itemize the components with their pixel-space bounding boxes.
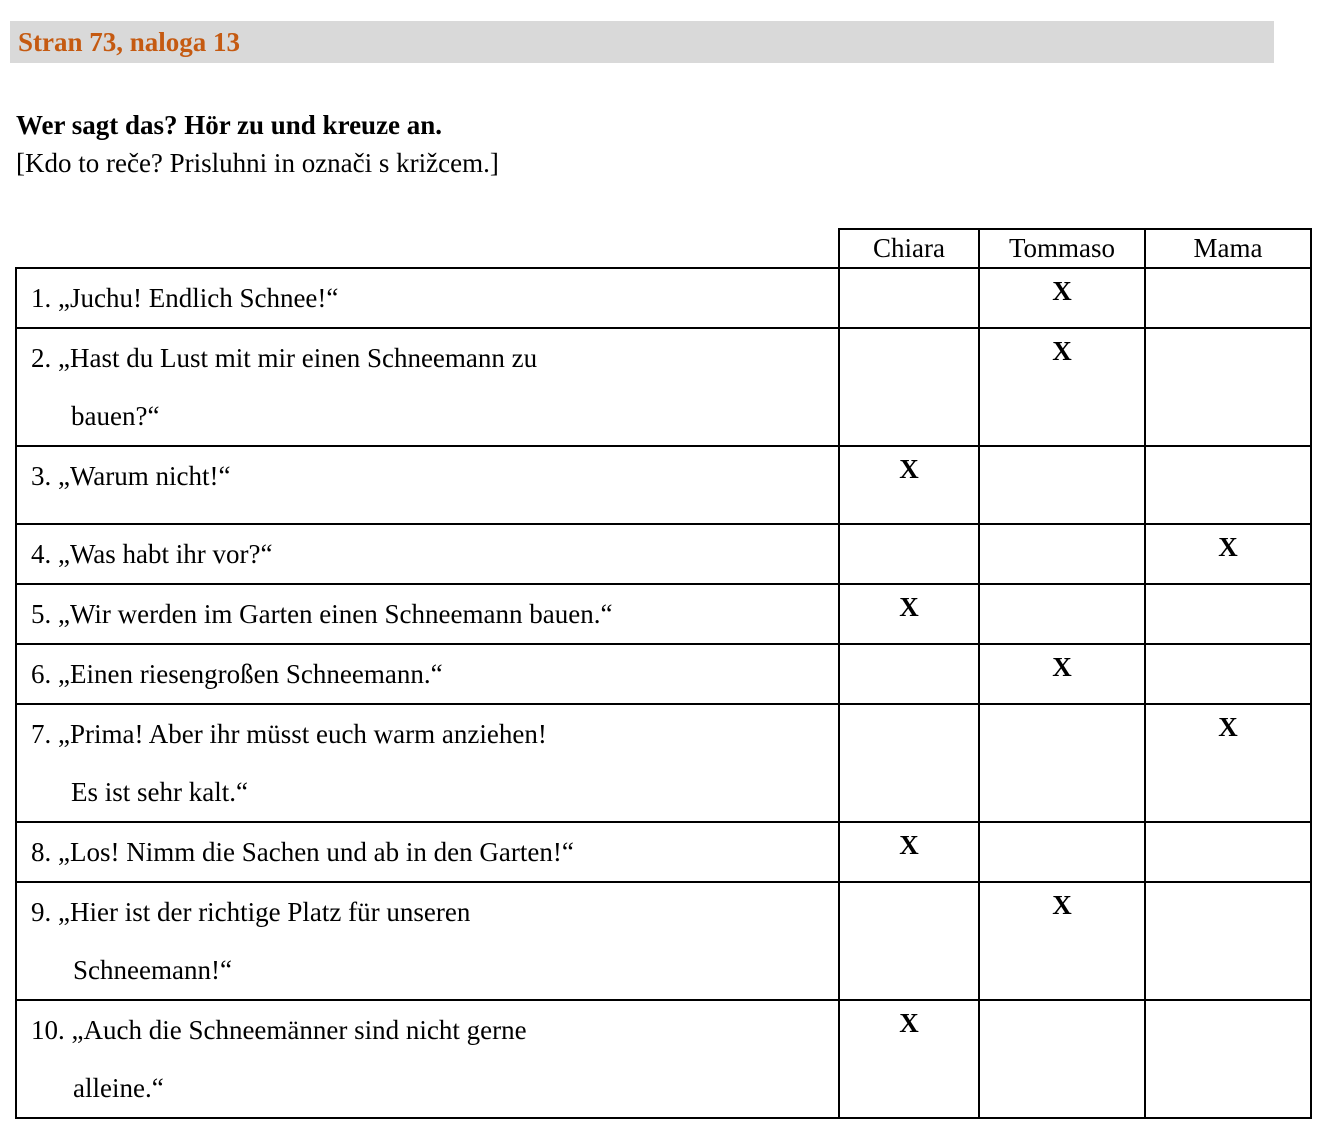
statement-cell — [16, 704, 839, 822]
mark-cell-tommaso: X — [979, 882, 1145, 1000]
mark-cell-tommaso — [979, 1000, 1145, 1118]
mark-cell-chiara: X — [839, 584, 979, 644]
statement-text: 4. „Was habt ihr vor?“ — [31, 539, 273, 569]
mark-cell-chiara: X — [839, 822, 979, 882]
statement-cell — [16, 644, 839, 704]
section-title: Stran 73, naloga 13 — [18, 27, 241, 57]
statement-text-continued: bauen?“ — [71, 401, 160, 431]
table-row — [16, 644, 1311, 704]
mark-cell-mama: X — [1145, 704, 1311, 822]
statement-cell — [16, 882, 839, 1000]
statement-text-continued: alleine.“ — [73, 1073, 164, 1103]
section-header-bar — [10, 21, 1274, 63]
mark-cell-tommaso: X — [979, 328, 1145, 446]
statement-text: 6. „Einen riesengroßen Schneemann.“ — [31, 659, 443, 689]
mark-cell-chiara — [839, 328, 979, 446]
column-header-tommaso: Tommaso — [979, 229, 1145, 268]
statement-cell — [16, 822, 839, 882]
statement-text: 3. „Warum nicht!“ — [31, 461, 231, 491]
statement-text: 7. „Prima! Aber ihr müsst euch warm anziehen! — [31, 719, 547, 749]
table-row — [16, 822, 1311, 882]
mark-cell-tommaso: X — [979, 268, 1145, 328]
statement-text-continued: Es ist sehr kalt.“ — [71, 777, 248, 807]
mark-cell-tommaso — [979, 704, 1145, 822]
statement-cell — [16, 1000, 839, 1118]
statement-text: 1. „Juchu! Endlich Schnee!“ — [31, 283, 339, 313]
statement-cell — [16, 584, 839, 644]
mark-cell-chiara — [839, 882, 979, 1000]
statement-text: 9. „Hier ist der richtige Platz für unseren — [31, 897, 471, 927]
statement-text: 8. „Los! Nimm die Sachen und ab in den Garten!“ — [31, 837, 574, 867]
statement-text-continued: Schneemann!“ — [73, 955, 232, 985]
mark-cell-tommaso — [979, 584, 1145, 644]
mark-cell-mama — [1145, 1000, 1311, 1118]
mark-cell-chiara: X — [839, 1000, 979, 1118]
mark-cell-mama — [1145, 644, 1311, 704]
table-row — [16, 268, 1311, 328]
statement-text: 10. „Auch die Schneemänner sind nicht gerne — [31, 1015, 527, 1045]
mark-cell-mama — [1145, 584, 1311, 644]
table-row — [16, 584, 1311, 644]
table-corner-cell — [16, 229, 839, 268]
mark-cell-chiara — [839, 704, 979, 822]
statement-text: 2. „Hast du Lust mit mir einen Schneemann zu — [31, 343, 538, 373]
table-row — [16, 882, 1311, 1000]
mark-cell-chiara — [839, 644, 979, 704]
column-header-mama: Mama — [1145, 229, 1311, 268]
task-translation: [Kdo to reče? Prisluhni in označi s križcem.] — [16, 148, 499, 178]
mark-cell-chiara: X — [839, 446, 979, 524]
statement-cell — [16, 328, 839, 446]
task-instruction: Wer sagt das? Hör zu und kreuze an. — [16, 110, 443, 140]
mark-cell-mama — [1145, 446, 1311, 524]
mark-cell-mama — [1145, 882, 1311, 1000]
mark-cell-mama — [1145, 822, 1311, 882]
mark-cell-tommaso — [979, 524, 1145, 584]
answer-table — [15, 228, 1312, 1119]
statement-cell — [16, 446, 839, 524]
table-header-row — [16, 229, 1311, 268]
mark-cell-mama — [1145, 328, 1311, 446]
mark-cell-chiara — [839, 268, 979, 328]
mark-cell-chiara — [839, 524, 979, 584]
table-row — [16, 328, 1311, 446]
mark-cell-mama — [1145, 268, 1311, 328]
column-header-chiara: Chiara — [839, 229, 979, 268]
table-row — [16, 704, 1311, 822]
table-row — [16, 524, 1311, 584]
mark-cell-tommaso — [979, 446, 1145, 524]
table-row — [16, 446, 1311, 524]
statement-cell — [16, 524, 839, 584]
statement-cell — [16, 268, 839, 328]
mark-cell-mama: X — [1145, 524, 1311, 584]
mark-cell-tommaso: X — [979, 644, 1145, 704]
statement-text: 5. „Wir werden im Garten einen Schneemann bauen.“ — [31, 599, 613, 629]
table-row — [16, 1000, 1311, 1118]
mark-cell-tommaso — [979, 822, 1145, 882]
